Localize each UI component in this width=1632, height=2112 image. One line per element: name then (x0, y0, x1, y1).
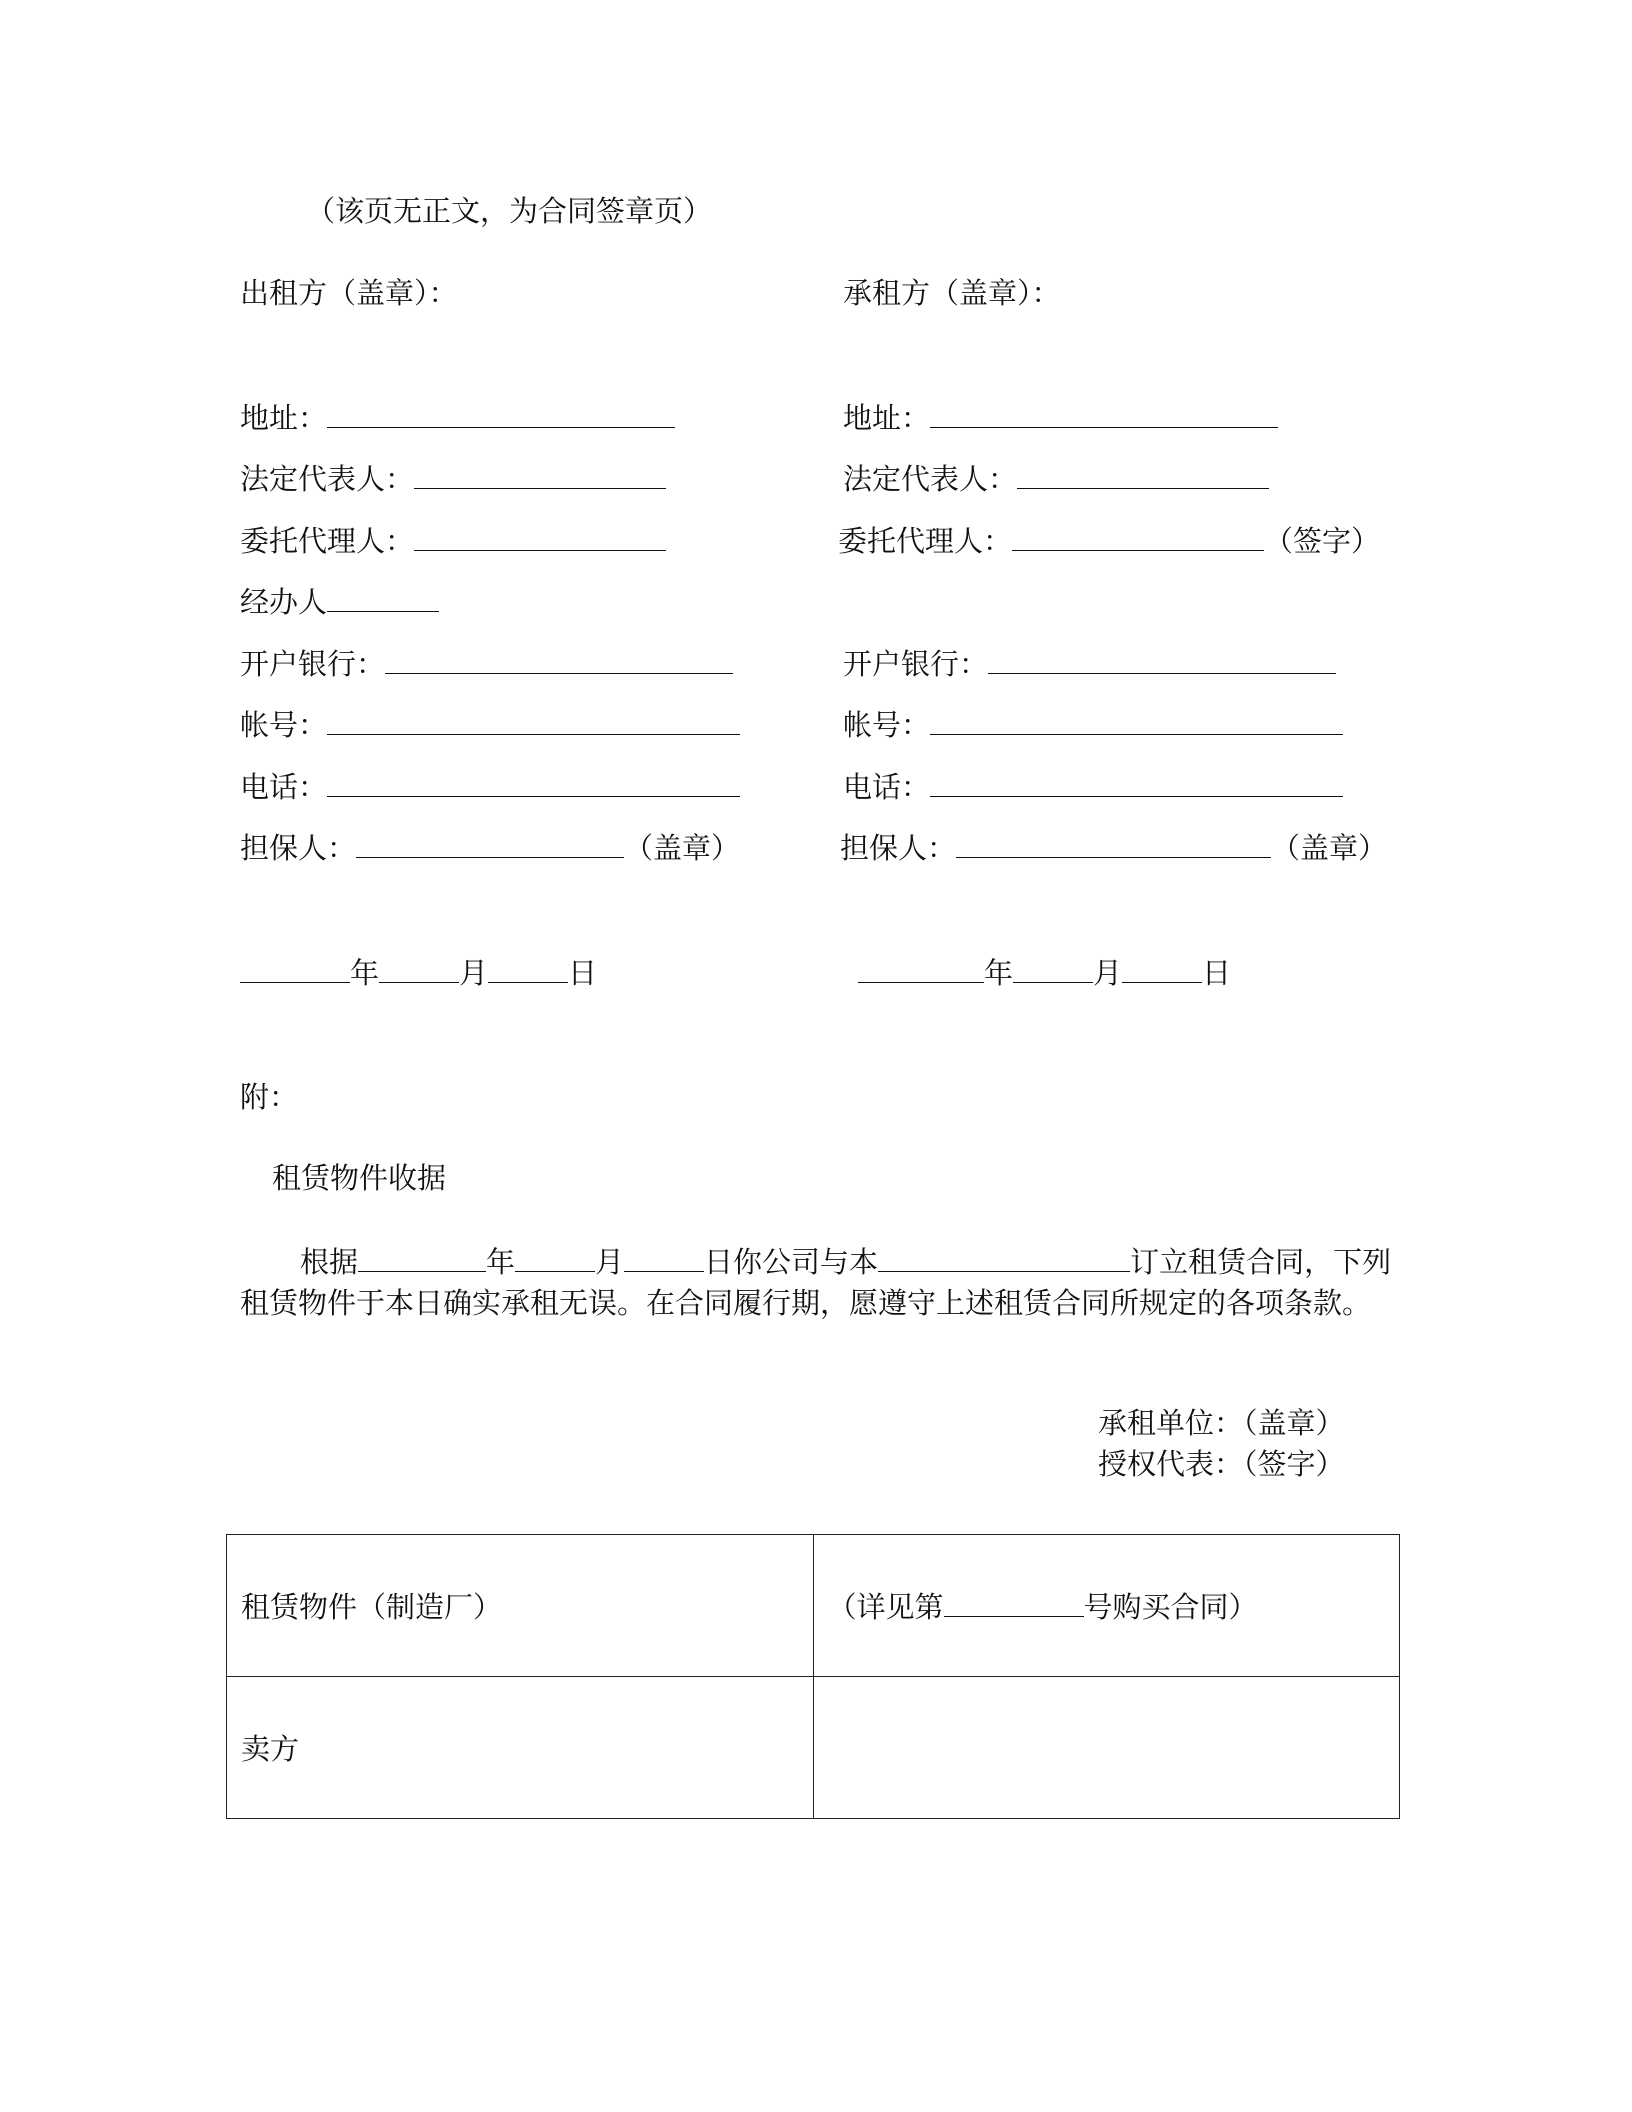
lessee-guarantor-seal: （盖章） (1271, 831, 1388, 865)
lessor-address-field[interactable] (327, 401, 675, 428)
receipt-year-field[interactable] (358, 1245, 486, 1272)
lessor-guarantor-seal: （盖章） (624, 831, 741, 865)
authorized-rep-sign: 授权代表：（签字） (1098, 1447, 1345, 1481)
lessor-guarantor-label: 担保人： (240, 831, 357, 865)
lessee-month-field[interactable] (1013, 956, 1093, 983)
para-day: 日你公司与本 (704, 1245, 879, 1279)
lessee-address-label: 地址： (843, 401, 931, 435)
lessor-bank-row (240, 646, 733, 682)
lessor-legal-rep-label: 法定代表人： (240, 462, 415, 496)
lessee-address-row (843, 400, 1278, 436)
lessor-bank-field[interactable] (385, 647, 733, 674)
lessor-legal-rep-row (240, 461, 666, 497)
lessor-handler-row (240, 584, 439, 620)
lessee-guarantor-row (840, 830, 1387, 866)
lessee-date-row (858, 955, 1231, 991)
lessee-phone-label: 电话： (843, 770, 931, 804)
year-label: 年 (350, 956, 380, 990)
lessor-date-row (240, 955, 597, 991)
lessee-agent-row (838, 523, 1380, 559)
lessee-guarantor-label: 担保人： (840, 831, 957, 865)
lessee-legal-rep-row (843, 461, 1269, 497)
lessor-account-row (240, 707, 740, 743)
lessor-title: 出租方（盖章）： (240, 276, 458, 310)
lessor-agent-label: 委托代理人： (240, 524, 415, 558)
lessor-month-field[interactable] (379, 956, 459, 983)
lessee-phone-field[interactable] (930, 770, 1343, 797)
lessee-agent-sign: （签字） (1264, 524, 1381, 558)
lessor-legal-rep-field[interactable] (414, 462, 666, 489)
para-month: 月 (595, 1245, 625, 1279)
lease-items-table (226, 1534, 1400, 1819)
lessor-guarantor-field[interactable] (356, 831, 624, 858)
receipt-paragraph (240, 1242, 1400, 1324)
table-row (227, 1677, 1400, 1819)
lessee-legal-rep-field[interactable] (1017, 462, 1269, 489)
signature-page-note: （该页无正文，为合同签章页） (306, 194, 713, 228)
lessor-bank-label: 开户银行： (240, 647, 386, 681)
lessor-agent-field[interactable] (414, 524, 666, 551)
contract-ref-prefix: （详见第 (827, 1590, 944, 1624)
appendix-label: 附： (240, 1080, 299, 1114)
lessor-phone-label: 电话： (240, 770, 328, 804)
lessor-year-field[interactable] (240, 956, 350, 983)
month-label: 月 (459, 956, 489, 990)
lessor-handler-field[interactable] (327, 585, 439, 612)
day-label: 日 (568, 956, 598, 990)
lessor-handler-label: 经办人 (240, 585, 328, 619)
lessor-guarantor-row (240, 830, 740, 866)
para-year: 年 (486, 1245, 516, 1279)
para-start: 根据 (300, 1245, 359, 1279)
receipt-month-field[interactable] (515, 1245, 595, 1272)
lessee-title: 承租方（盖章）： (843, 276, 1061, 310)
lessor-phone-row (240, 769, 740, 805)
lessor-address-label: 地址： (240, 401, 328, 435)
lessee-account-label: 帐号： (843, 708, 931, 742)
lessee-bank-field[interactable] (988, 647, 1336, 674)
table-cell-seller-value[interactable] (813, 1677, 1400, 1819)
receipt-party-field[interactable] (878, 1245, 1130, 1272)
lessee-account-row (843, 707, 1343, 743)
lessee-guarantor-field[interactable] (956, 831, 1271, 858)
lessee-day-field[interactable] (1122, 956, 1202, 983)
lessee-legal-rep-label: 法定代表人： (843, 462, 1018, 496)
lessor-account-field[interactable] (327, 708, 740, 735)
lessor-day-field[interactable] (488, 956, 568, 983)
lessee-agent-label: 委托代理人： (838, 524, 1013, 558)
lessee-unit-seal: 承租单位：（盖章） (1098, 1406, 1345, 1440)
table-cell-item: 租赁物件（制造厂） (227, 1535, 814, 1677)
receipt-heading: 租赁物件收据 (272, 1161, 447, 1195)
contract-number-field[interactable] (944, 1590, 1084, 1617)
lessee-agent-field[interactable] (1012, 524, 1264, 551)
table-cell-contract-ref (813, 1535, 1400, 1677)
contract-ref-suffix: 号购买合同） (1083, 1590, 1258, 1624)
lessee-bank-label: 开户银行： (843, 647, 989, 681)
lessor-address-row (240, 400, 675, 436)
para-rest: 订立租赁合同，下列租赁物件于本日确实承租无误。在合同履行期，愿遵守上述租赁合同所规定的各项条款。 (240, 1245, 1392, 1320)
lessee-address-field[interactable] (930, 401, 1278, 428)
lessee-account-field[interactable] (930, 708, 1343, 735)
table-cell-seller-label: 卖方 (227, 1677, 814, 1819)
lessee-bank-row (843, 646, 1336, 682)
year-label: 年 (984, 956, 1014, 990)
month-label: 月 (1093, 956, 1123, 990)
lessor-phone-field[interactable] (327, 770, 740, 797)
lessee-phone-row (843, 769, 1343, 805)
lessor-agent-row (240, 523, 666, 559)
lessor-account-label: 帐号： (240, 708, 328, 742)
day-label: 日 (1202, 956, 1232, 990)
receipt-day-field[interactable] (624, 1245, 704, 1272)
table-row (227, 1535, 1400, 1677)
lessee-year-field[interactable] (858, 956, 984, 983)
